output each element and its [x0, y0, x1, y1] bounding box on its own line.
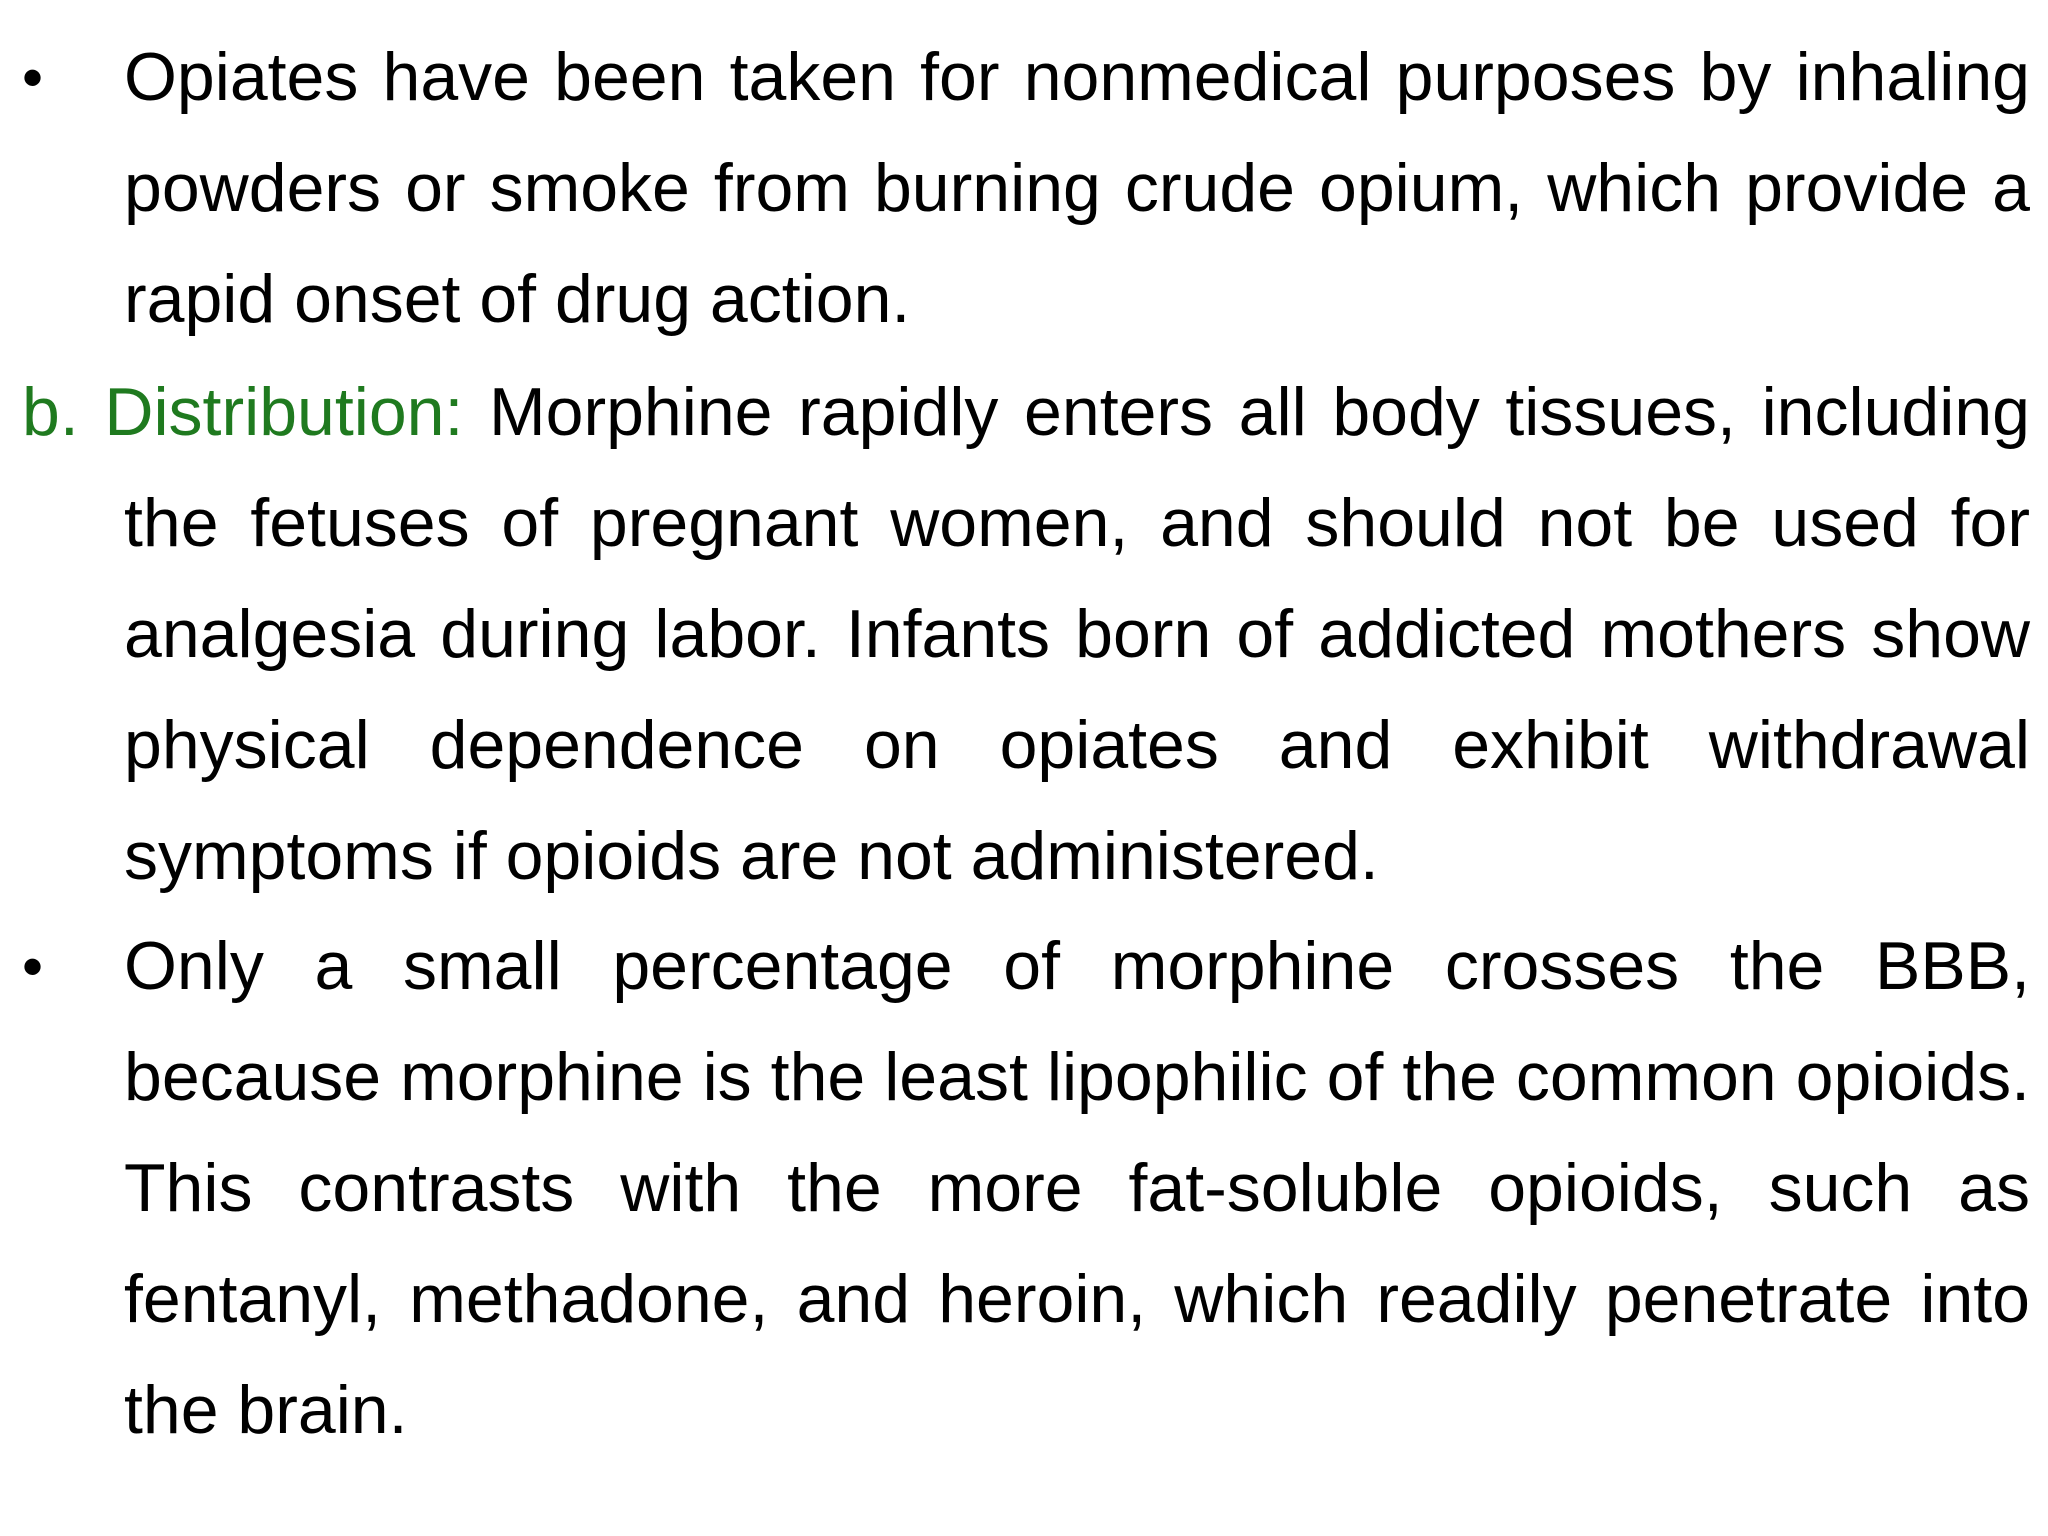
paragraph-bbb: Only a small percentage of morphine crosses the BBB, because morphine is the least lipophilic of the common opioids. This contrasts with the more fat-soluble opioids, such as fentanyl, methadone, and heroin, which readily penetrate into the brain.: [124, 928, 2030, 1448]
paragraph-opiates-inhalation: Opiates have been taken for nonmedical purposes by inhaling powders or smoke from burning crude opium, which provide a rapid onset of drug action.: [124, 39, 2030, 337]
bullet-point: •: [22, 933, 44, 1000]
paragraph-distribution: [22, 357, 2030, 912]
section-heading-distribution: b. Distribution:: [22, 374, 464, 450]
distribution-line1-text: Morphine rapidly enters all body tissues, including: [489, 374, 2030, 450]
distribution-body-text: the fetuses of pregnant women, and should not be used for analgesia during labor. Infants born of addicted mothers show physical dependence on opiates and exhibit withdrawal symptoms if opioids are not administered.: [124, 485, 2030, 894]
distribution-first-line: [22, 357, 2030, 468]
bullet-point: •: [22, 44, 44, 111]
